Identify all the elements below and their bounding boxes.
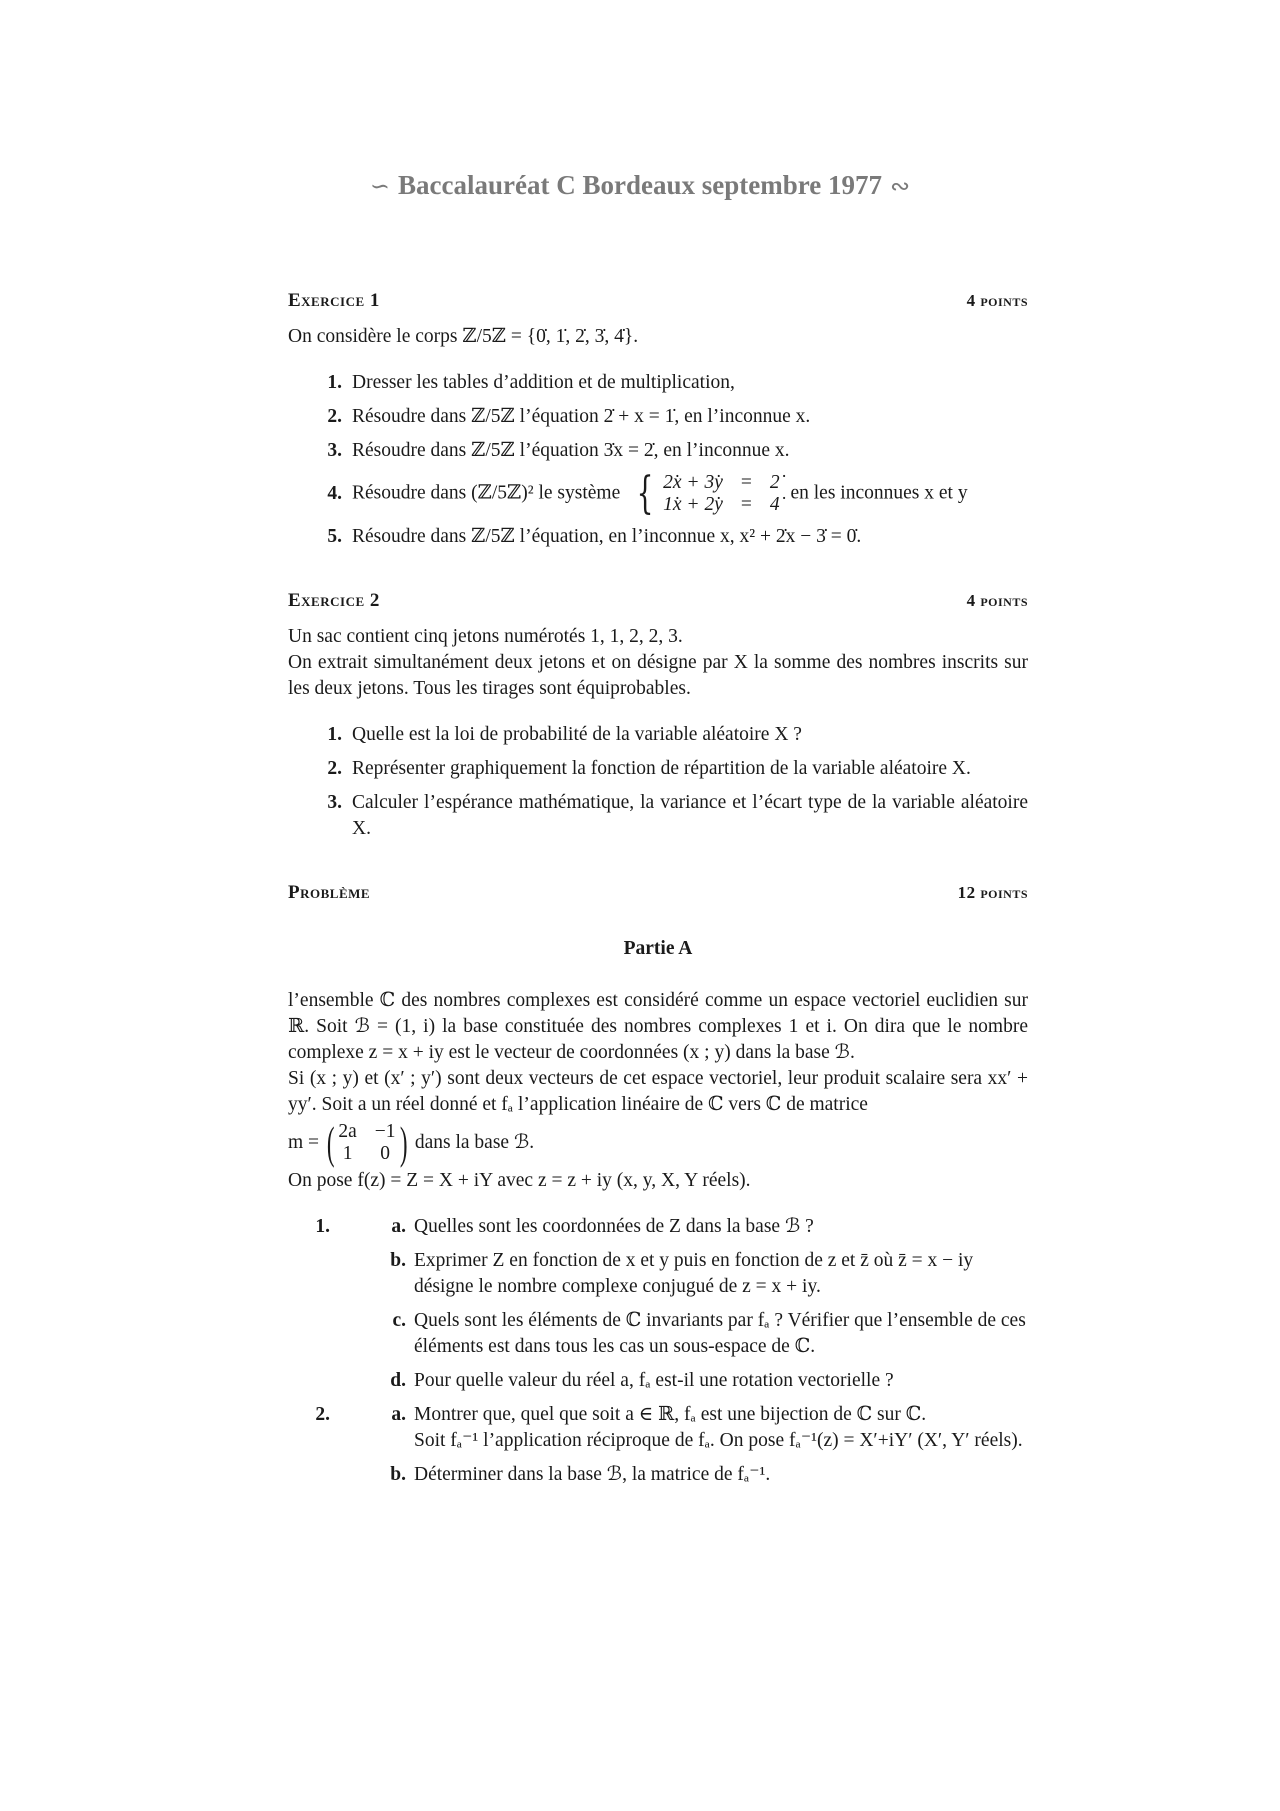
problem-points: 12 points bbox=[957, 883, 1028, 902]
exercise-1-header bbox=[288, 288, 1028, 314]
problem-paragraph: Si (x ; y) et (x′ ; y′) sont deux vecteurs de cet espace vectoriel, leur produit scalaire sera xx′ + yy′. Soit a un réel donné et fₐ l’application linéaire de ℂ vers ℂ de matrice bbox=[288, 1068, 1028, 1115]
exercise-2-header bbox=[288, 588, 1028, 614]
problem-questions bbox=[288, 1214, 1028, 1488]
page-title: ∽ Baccalauréat C Bordeaux septembre 1977 ∾ bbox=[369, 170, 911, 200]
exercise-2-title: Exercice 2 bbox=[288, 590, 380, 611]
exercise-2-questions bbox=[288, 722, 1028, 842]
left-ornament-icon: ∽ bbox=[369, 174, 391, 200]
question: 4. Résoudre dans (ℤ/5ℤ)² le système { 2̇x + 3̇y = 2̇ 1̇x + 2̇y = 4̇ en les inconnues x et y bbox=[327, 468, 968, 519]
left-paren-icon: ( bbox=[326, 1117, 335, 1168]
exercise-1-points: 4 points bbox=[966, 291, 1028, 310]
matrix-line: m = ( 2a −1 1 0 ) dans la base ℬ. bbox=[288, 1117, 535, 1168]
question: 3. Résoudre dans ℤ/5ℤ l’équation 3̇x = 2̇, en l’inconnue x. bbox=[327, 440, 790, 461]
partie-a-title: Partie A bbox=[623, 938, 693, 959]
question: 2. Représenter graphiquement la fonction de répartition de la variable aléatoire X. bbox=[327, 758, 971, 779]
question: 5. Résoudre dans ℤ/5ℤ l’équation, en l’inconnue x, x² + 2̇x − 3̇ = 0̇. bbox=[327, 526, 862, 547]
question: 2. a. Montrer que, quel que soit a ∈ ℝ, fₐ est une bijection de ℂ sur ℂ. Soit fₐ⁻¹ l’application réciproque de fₐ. On pose fₐ⁻¹(z) = X′+iY′ (X′, Y′ réels). bbox=[315, 1404, 1023, 1451]
question: 2. Résoudre dans ℤ/5ℤ l’équation 2̇ + x = 1̇, en l’inconnue x. bbox=[327, 406, 811, 427]
problem-paragraph: l’ensemble ℂ des nombres complexes est considéré comme un espace vectoriel euclidien sur ℝ. Soit ℬ = (1, i) la base constituée des nombres complexes 1 et i. On dira que le nombre complexe z = x + iy est le vecteur de coordonnées (x ; y) dans la base ℬ. bbox=[288, 990, 1028, 1063]
exercise-2-paragraph: On extrait simultanément deux jetons et on désigne par X la somme des nombres inscrits sur les deux jetons. Tous les tirages sont équiprobables. bbox=[288, 652, 1028, 699]
exercise-1-questions bbox=[288, 370, 1028, 550]
problem-title: Problème bbox=[288, 882, 371, 903]
exercise-1-intro: On considère le corps ℤ/5ℤ = {0̇, 1̇, 2̇, 3̇, 4̇}. bbox=[288, 326, 639, 347]
question: b. Exprimer Z en fonction de x et y puis en fonction de z et z̄ où z̄ = x − iy désigne le nombre complexe conjugué de z = x + iy. bbox=[390, 1250, 974, 1297]
matrix: ( 2a −1 1 0 ) bbox=[326, 1117, 408, 1168]
question: 1. a. Quelles sont les coordonnées de Z dans la base ℬ ? bbox=[315, 1216, 814, 1237]
problem-header bbox=[288, 880, 1028, 906]
question: b. Déterminer dans la base ℬ, la matrice de fₐ⁻¹. bbox=[390, 1464, 771, 1485]
exercise-2-points: 4 points bbox=[966, 591, 1028, 610]
right-paren-icon: ) bbox=[399, 1117, 408, 1168]
question: 3. Calculer l’espérance mathématique, la variance et l’écart type de la variable aléatoire X. bbox=[327, 792, 1028, 839]
document-body bbox=[288, 288, 1028, 1496]
question: 1. Dresser les tables d’addition et de multiplication, bbox=[327, 372, 735, 393]
exercise-1-title: Exercice 1 bbox=[288, 290, 380, 311]
exercise-2-paragraph: Un sac contient cinq jetons numérotés 1, 1, 2, 2, 3. bbox=[288, 626, 683, 647]
problem-paragraph: On pose f(z) = Z = X + iY avec z = z + iy (x, y, X, Y réels). bbox=[288, 1170, 751, 1191]
right-ornament-icon: ∾ bbox=[889, 174, 911, 200]
equation-system: { 2̇x + 3̇y = 2̇ 1̇x + 2̇y = 4̇ bbox=[636, 468, 780, 519]
brace-icon: { bbox=[636, 468, 654, 519]
question: c. Quels sont les éléments de ℂ invariants par fₐ ? Vérifier que l’ensemble de ces éléments est dans tous les cas un sous-espace de ℂ. bbox=[392, 1310, 1026, 1357]
question: d. Pour quelle valeur du réel a, fₐ est-il une rotation vectorielle ? bbox=[390, 1370, 894, 1391]
question: 1. Quelle est la loi de probabilité de la variable aléatoire X ? bbox=[327, 724, 802, 745]
